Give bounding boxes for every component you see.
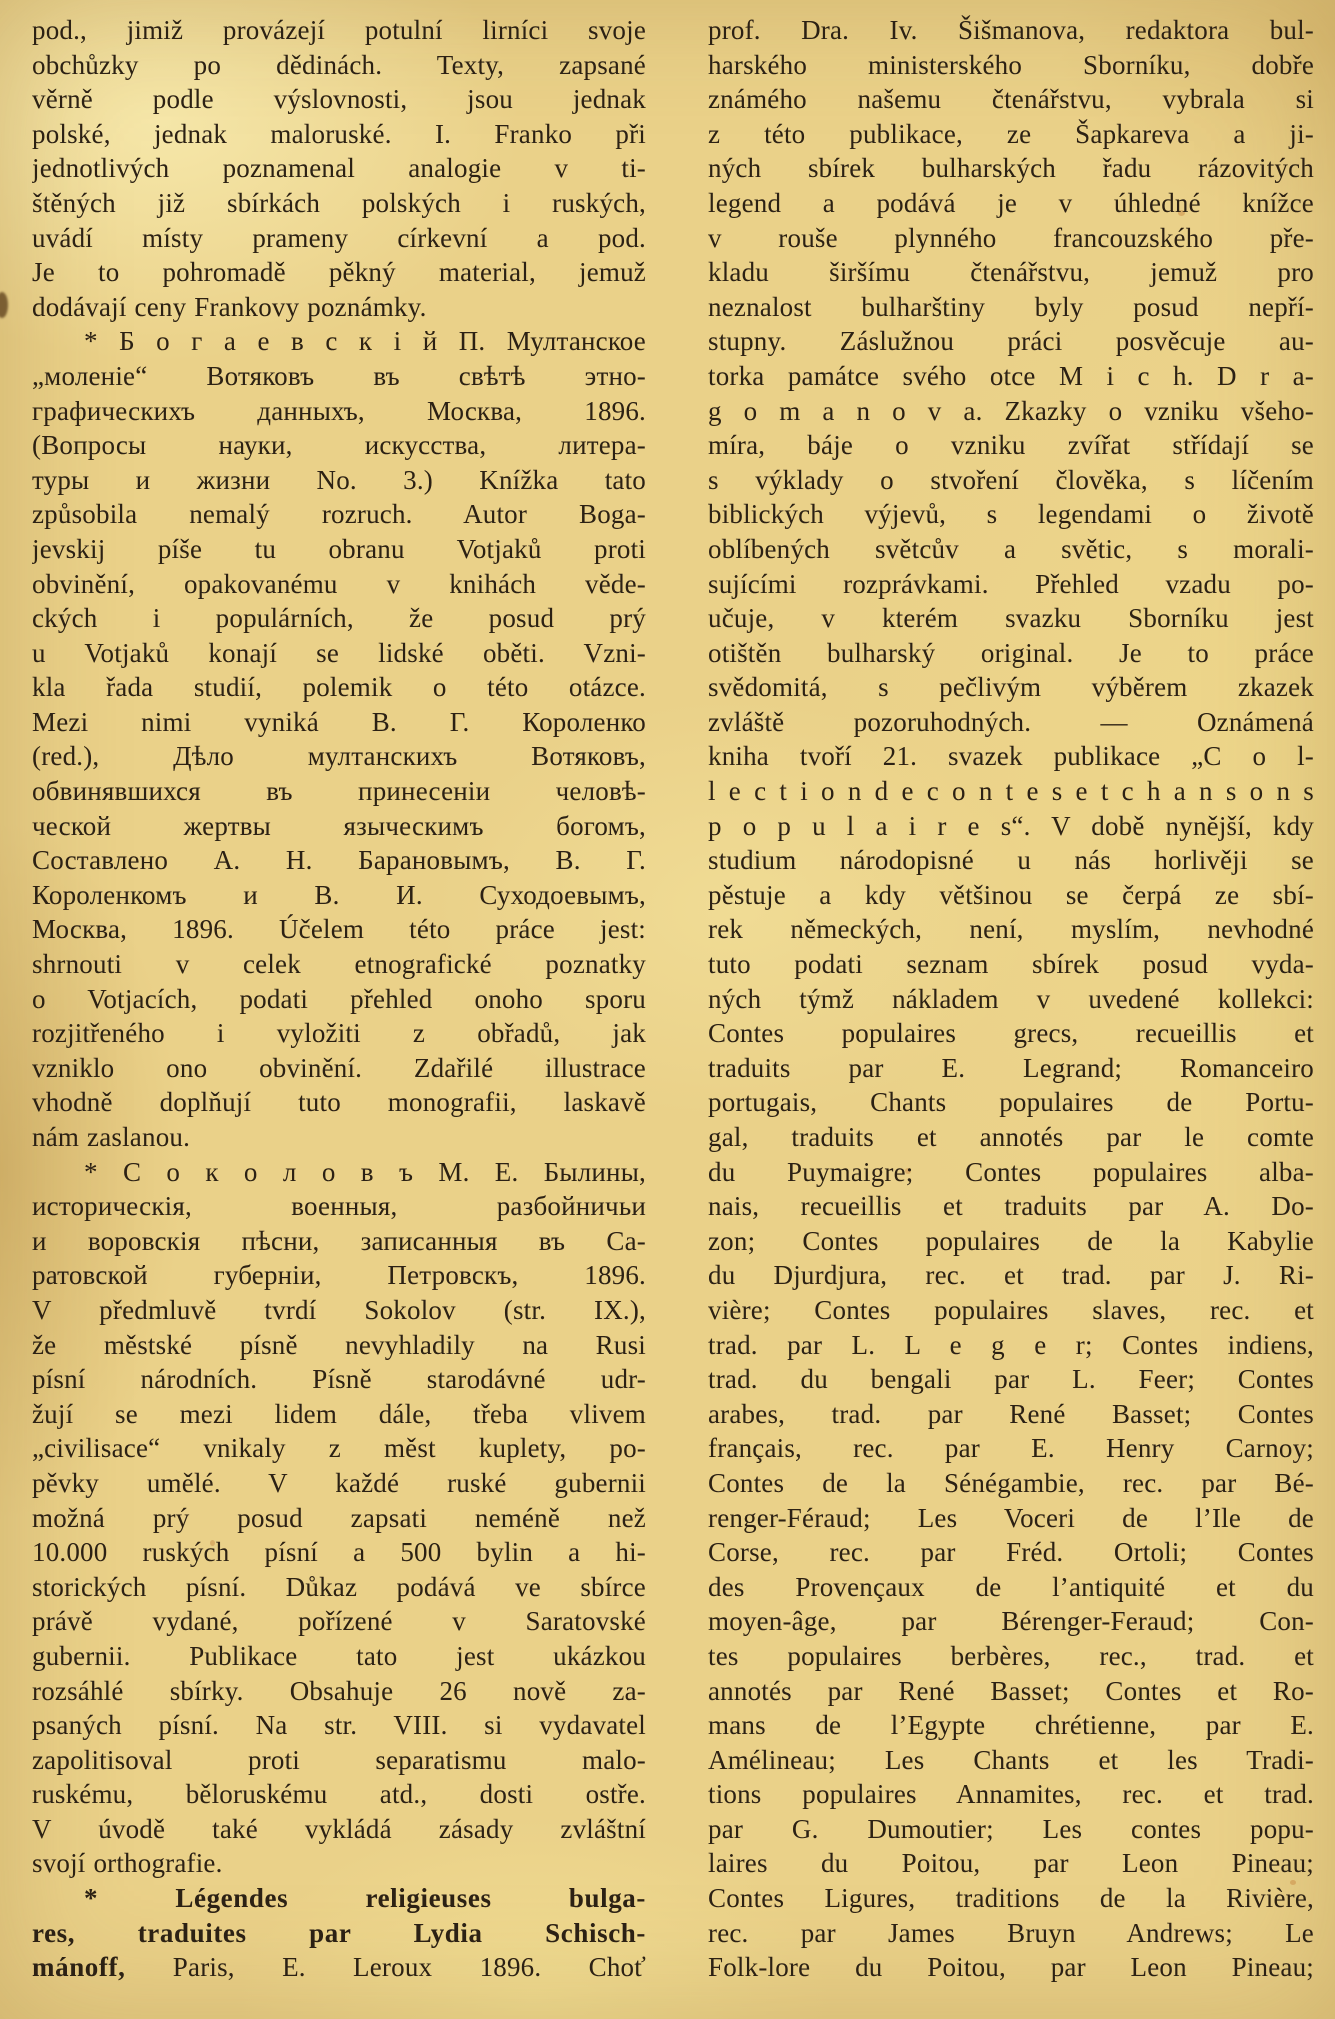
- text-line: [32, 774, 646, 809]
- text-line: [32, 1812, 646, 1847]
- text-run: žují se mezi lidem dále, třeba vlivem: [32, 1398, 646, 1429]
- text-run: zvláště pozoruhodných. — Oznámená: [708, 706, 1314, 737]
- text-run: tuto podati seznam sbírek posud vyda-: [708, 949, 1314, 980]
- text-line: [32, 670, 646, 705]
- text-line: [32, 1224, 646, 1259]
- text-line: [32, 48, 646, 83]
- text-run: tions populaires Annamites, rec. et trad.: [708, 1779, 1314, 1810]
- text-run: trad. par L. L e g e r; Contes indiens,: [708, 1329, 1314, 1360]
- text-run: „моленіе“ Вотяковъ въ свѣтѣ этно-: [32, 360, 646, 391]
- text-run: shrnouti v celek etnografické poznatky: [32, 949, 646, 980]
- bold-text-run: * Légendes religieuses bulga-: [84, 1883, 646, 1914]
- text-line: [32, 1016, 646, 1051]
- text-line: [32, 636, 646, 671]
- text-line: [708, 912, 1314, 947]
- text-run: kla řada studií, polemik o této otázce.: [32, 672, 646, 703]
- text-line: [32, 809, 646, 844]
- text-line: [32, 1708, 646, 1743]
- text-line: [32, 1846, 646, 1881]
- text-run: že městské písně nevyhladily na Rusi: [32, 1329, 646, 1360]
- text-run: kladu širšímu čtenářstvu, jemuž pro: [708, 257, 1314, 288]
- text-line: [32, 117, 646, 152]
- text-run: Mezi nimi vyniká В. Г. Короленко: [32, 706, 646, 737]
- text-run: rozjitřeného i vyložiti z obřadů, jak: [32, 1018, 646, 1049]
- text-run: ческой жертвы языческимъ богомъ,: [32, 810, 646, 841]
- text-run: sujícími rozprávkami. Přehled vzadu po-: [708, 568, 1314, 599]
- text-run: jednotlivých poznamenal analogie v ti-: [32, 153, 646, 184]
- text-run: (red.), Дѣло мултанскихъ Вотяковъ,: [32, 741, 646, 772]
- text-run: Короленкомъ и В. И. Суходоевымъ,: [32, 879, 646, 910]
- text-line: [708, 532, 1314, 567]
- text-run: Москва, 1896. Účelem této práce jest:: [32, 914, 646, 945]
- text-run: harského ministerského Sborníku, dobře: [708, 49, 1314, 80]
- text-run: Contes Ligures, traditions de la Rivière,: [708, 1883, 1314, 1914]
- text-line: [708, 1293, 1314, 1328]
- text-line: [708, 1328, 1314, 1363]
- text-run: du Puymaigre; Contes populaires alba-: [708, 1156, 1314, 1187]
- text-line: [708, 1431, 1314, 1466]
- text-line: [708, 1051, 1314, 1086]
- text-run: rek německých, není, myslím, nevhodné: [708, 914, 1314, 945]
- text-line: [708, 1570, 1314, 1605]
- text-line: [708, 1120, 1314, 1155]
- text-run: míra, báje o vzniku zvířat střídají se: [708, 430, 1314, 461]
- text-line: [708, 843, 1314, 878]
- text-run: pěstuje a kdy většinou se čerpá ze sbí-: [708, 879, 1314, 910]
- text-run: du Djurdjura, rec. et trad. par J. Ri-: [708, 1260, 1314, 1291]
- text-line: [32, 601, 646, 636]
- text-run: z této publikace, ze Šapkareva a ji-: [708, 118, 1314, 149]
- text-run: ných sbírek bulharských řadu rázovitých: [708, 153, 1314, 184]
- text-run: vhodně doplňují tuto monografii, laskavě: [32, 1087, 646, 1118]
- text-run: gubernii. Publikace tato jest ukázkou: [32, 1640, 646, 1671]
- text-run: и воровскія пѣсни, записанныя въ Са-: [32, 1225, 646, 1256]
- text-line: [708, 947, 1314, 982]
- text-run: des Provençaux de l’antiquité et du: [708, 1571, 1314, 1602]
- text-run: zapolitisoval proti separatismu malo-: [32, 1744, 646, 1775]
- text-line: [32, 359, 646, 394]
- text-line: [32, 290, 646, 325]
- text-run: možná prý posud zapsati neméně než: [32, 1502, 646, 1533]
- text-line: [708, 1466, 1314, 1501]
- text-line: [708, 13, 1314, 48]
- text-run: vzniklo ono obvinění. Zdařilé illustrace: [32, 1052, 646, 1083]
- text-run: Contes de la Sénégambie, rec. par Bé-: [708, 1467, 1314, 1498]
- text-run: trad. du bengali par L. Feer; Contes: [708, 1364, 1314, 1395]
- left-column: [32, 13, 646, 1985]
- text-run: Folk-lore du Poitou, par Leon Pineau;: [708, 1952, 1314, 1983]
- text-line: [32, 151, 646, 186]
- text-run: traduits par E. Legrand; Romanceiro: [708, 1052, 1314, 1083]
- text-run: историческія, военныя, разбойничьи: [32, 1191, 646, 1222]
- text-line: [32, 463, 646, 498]
- text-line: [32, 1570, 646, 1605]
- text-line: [32, 532, 646, 567]
- text-run: obvinění, opakovanému v knihách věde-: [32, 568, 646, 599]
- text-line: [708, 670, 1314, 705]
- text-line: [708, 1846, 1314, 1881]
- text-run: ckých i populárních, že posud prý: [32, 603, 646, 634]
- text-run: věrně podle výslovnosti, jsou jednak: [32, 84, 646, 115]
- text-line: [32, 1085, 646, 1120]
- text-line: [32, 428, 646, 463]
- text-run: u Votjaků konají se lidské oběti. Vzni-: [32, 637, 646, 668]
- text-line: [32, 1397, 646, 1432]
- text-run: * Б о г а е в с к і й П. Мултанское: [84, 326, 646, 357]
- text-run: (Вопросы науки, искусства, литера-: [32, 430, 646, 461]
- text-line: [708, 186, 1314, 221]
- text-line: [708, 1155, 1314, 1190]
- text-run: 10.000 ruských písní a 500 bylin a hi-: [32, 1537, 646, 1568]
- text-run: stupny. Záslužnou práci posvěcuje au-: [708, 326, 1314, 357]
- text-run: o Votjacích, podati přehled onoho sporu: [32, 983, 646, 1014]
- text-line: [708, 1085, 1314, 1120]
- text-line: [32, 394, 646, 429]
- text-line: [32, 1362, 646, 1397]
- text-run: français, rec. par E. Henry Carnoy;: [708, 1433, 1314, 1464]
- text-run: Paris, E. Leroux 1896. Choť: [125, 1952, 646, 1983]
- text-line: [708, 1258, 1314, 1293]
- text-run: * С о к о л о в ъ М. Е. Былины,: [84, 1156, 646, 1187]
- text-run: rozsáhlé sbírky. Obsahuje 26 nově za-: [32, 1675, 646, 1706]
- text-run: známého našemu čtenářstvu, vybrala si: [708, 84, 1314, 115]
- text-run: g o m a n o v a. Zkazky o vzniku všeho-: [708, 395, 1314, 426]
- text-run: oblíbených světcův a světic, s morali-: [708, 533, 1314, 564]
- text-line: [708, 1812, 1314, 1847]
- text-line: [708, 1639, 1314, 1674]
- text-run: Составлено А. Н. Барановымъ, В. Г.: [32, 845, 646, 876]
- text-run: v rouše plynného francouzského pře-: [708, 222, 1314, 253]
- text-line: [32, 982, 646, 1017]
- text-line: [32, 186, 646, 221]
- text-line: [708, 1743, 1314, 1778]
- text-run: portugais, Chants populaires de Portu-: [708, 1087, 1314, 1118]
- paper-edge-stain: [0, 292, 8, 318]
- text-line: [708, 428, 1314, 463]
- text-run: způsobila nemalý rozruch. Autor Boga-: [32, 499, 646, 530]
- text-run: Je to pohromadě pěkný material, jemuž: [32, 257, 646, 288]
- text-run: nais, recueillis et traduits par A. Do-: [708, 1191, 1314, 1222]
- text-line: [708, 497, 1314, 532]
- text-run: par G. Dumoutier; Les contes popu-: [708, 1813, 1314, 1844]
- text-line: [32, 1777, 646, 1812]
- text-line: [708, 1535, 1314, 1570]
- text-run: pod., jimiž provázejí potulní lirníci svoje: [32, 15, 646, 45]
- text-run: jevskij píše tu obranu Votjaků proti: [32, 533, 646, 564]
- text-run: tes populaires berbères, rec., trad. et: [708, 1640, 1314, 1671]
- text-run: právě vydané, pořízené v Saratovské: [32, 1606, 646, 1637]
- bold-text-run: res, traduites par Lydia Schisch-: [32, 1917, 646, 1948]
- text-line: [708, 1916, 1314, 1951]
- text-line: [708, 1881, 1314, 1916]
- text-line: [32, 13, 646, 48]
- text-run: studium národopisné u nás horlivěji se: [708, 845, 1314, 876]
- text-run: štěných již sbírkách polských i ruských,: [32, 187, 646, 218]
- text-line: [708, 1397, 1314, 1432]
- text-line: [708, 878, 1314, 913]
- text-run: neznalost bulharštiny byly posud nepří-: [708, 291, 1314, 322]
- text-run: polské, jednak maloruské. I. Franko při: [32, 118, 646, 149]
- text-run: V předmluvě tvrdí Sokolov (str. IX.),: [32, 1294, 646, 1325]
- text-line: [32, 1604, 646, 1639]
- text-run: mans de l’Egypte chrétienne, par E.: [708, 1710, 1314, 1741]
- bold-text-run: mánoff,: [32, 1952, 126, 1983]
- text-run: p o p u l a i r e s“. V době nynější, kdy: [708, 810, 1314, 841]
- text-line: [708, 774, 1314, 809]
- text-line: [708, 394, 1314, 429]
- text-line: [708, 1501, 1314, 1536]
- text-run: moyen-âge, par Bérenger-Feraud; Con-: [708, 1606, 1314, 1637]
- text-run: vière; Contes populaires slaves, rec. et: [708, 1294, 1314, 1325]
- text-line: [32, 1155, 646, 1190]
- text-run: laires du Poitou, par Leon Pineau;: [708, 1848, 1314, 1879]
- text-line: [708, 463, 1314, 498]
- text-line: [32, 843, 646, 878]
- text-line: [32, 82, 646, 117]
- text-run: legend a podává je v úhledné knížce: [708, 187, 1314, 218]
- text-line: [32, 1916, 646, 1951]
- text-line: [32, 1950, 646, 1985]
- text-line: [708, 739, 1314, 774]
- text-run: s výklady o stvoření člověka, s líčením: [708, 464, 1314, 495]
- text-run: učuje, v kterém svazku Sborníku jest: [708, 603, 1314, 634]
- text-run: zon; Contes populaires de la Kabylie: [708, 1225, 1314, 1256]
- text-line: [32, 1881, 646, 1916]
- text-run: renger-Féraud; Les Voceri de l’Ile de: [708, 1502, 1314, 1533]
- text-line: [32, 1639, 646, 1674]
- text-run: annotés par René Basset; Contes et Ro-: [708, 1675, 1314, 1706]
- text-line: [708, 567, 1314, 602]
- text-line: [708, 324, 1314, 359]
- text-line: [32, 497, 646, 532]
- text-run: графическихъ данныхъ, Москва, 1896.: [32, 395, 646, 426]
- text-line: [708, 290, 1314, 325]
- text-run: Corse, rec. par Fréd. Ortoli; Contes: [708, 1537, 1314, 1568]
- text-line: [708, 1777, 1314, 1812]
- text-run: ných týmž nákladem v uvedené kollekci:: [708, 983, 1314, 1014]
- text-line: [32, 221, 646, 256]
- text-line: [708, 601, 1314, 636]
- text-run: obchůzky po dědinách. Texty, zapsané: [32, 49, 646, 80]
- right-column: [708, 13, 1314, 1985]
- text-line: [708, 1362, 1314, 1397]
- text-line: [32, 878, 646, 913]
- text-line: [708, 1189, 1314, 1224]
- text-run: kniha tvoří 21. svazek publikace „C o l-: [708, 741, 1314, 772]
- text-line: [708, 255, 1314, 290]
- text-run: pěvky umělé. V každé ruské gubernii: [32, 1467, 646, 1498]
- text-run: туры и жизни No. 3.) Knížka tato: [32, 464, 646, 495]
- text-run: l e c t i o n d e c o n t e s e t c h a n s o n s: [708, 776, 1314, 807]
- text-run: dodávají ceny Frankovy poznámky.: [32, 291, 427, 322]
- text-line: [708, 1674, 1314, 1709]
- text-run: gal, traduits et annotés par le comte: [708, 1122, 1314, 1152]
- text-run: otištěn bulharský original. Je to práce: [708, 637, 1314, 668]
- text-line: [708, 636, 1314, 671]
- text-run: „civilisace“ vnikaly z měst kuplety, po-: [32, 1433, 646, 1464]
- text-run: nám zaslanou.: [32, 1122, 191, 1152]
- text-run: uvádí místy prameny církevní a pod.: [32, 222, 646, 253]
- text-line: [708, 1016, 1314, 1051]
- text-run: torka památce svého otce M i c h. D r a-: [708, 360, 1314, 391]
- text-run: ратовской губерніи, Петровскъ, 1896.: [32, 1260, 646, 1291]
- text-run: ruskému, běloruskému atd., dosti ostře.: [32, 1779, 646, 1810]
- text-line: [32, 1258, 646, 1293]
- text-line: [32, 324, 646, 359]
- text-line: [708, 1604, 1314, 1639]
- text-run: písní národních. Písně starodávné udr-: [32, 1364, 646, 1395]
- text-run: psaných písní. Na str. VIII. si vydavatel: [32, 1710, 646, 1741]
- text-run: обвинявшихся въ принесеніи человѣ-: [32, 776, 646, 807]
- text-line: [32, 1431, 646, 1466]
- text-line: [708, 117, 1314, 152]
- text-line: [32, 1466, 646, 1501]
- text-run: svědomitá, s pečlivým výběrem zkazek: [708, 672, 1314, 703]
- text-run: arabes, trad. par René Basset; Contes: [708, 1398, 1314, 1429]
- text-line: [32, 567, 646, 602]
- text-line: [32, 947, 646, 982]
- text-line: [708, 359, 1314, 394]
- text-run: storických písní. Důkaz podává ve sbírce: [32, 1571, 646, 1602]
- text-line: [32, 1189, 646, 1224]
- text-line: [32, 1328, 646, 1363]
- text-run: prof. Dra. Iv. Šišmanova, redaktora bul-: [708, 15, 1314, 45]
- text-run: rec. par James Bruyn Andrews; Le: [708, 1917, 1314, 1948]
- text-line: [32, 912, 646, 947]
- text-line: [708, 48, 1314, 83]
- text-line: [32, 1674, 646, 1709]
- text-line: [708, 982, 1314, 1017]
- text-line: [708, 809, 1314, 844]
- text-line: [32, 1120, 646, 1155]
- text-line: [708, 705, 1314, 740]
- text-line: [708, 1708, 1314, 1743]
- text-line: [32, 705, 646, 740]
- text-line: [708, 1224, 1314, 1259]
- text-line: [32, 255, 646, 290]
- text-run: svojí orthografie.: [32, 1848, 223, 1879]
- text-line: [32, 1293, 646, 1328]
- text-line: [708, 82, 1314, 117]
- text-line: [708, 151, 1314, 186]
- text-run: Amélineau; Les Chants et les Tradi-: [708, 1744, 1314, 1775]
- text-line: [708, 221, 1314, 256]
- text-run: Contes populaires grecs, recueillis et: [708, 1018, 1314, 1049]
- text-line: [32, 1051, 646, 1086]
- text-line: [708, 1950, 1314, 1985]
- text-line: [32, 1501, 646, 1536]
- text-line: [32, 1535, 646, 1570]
- text-run: biblických výjevů, s legendami o životě: [708, 499, 1314, 530]
- text-run: V úvodě také vykládá zásady zvláštní: [32, 1813, 646, 1844]
- text-line: [32, 1743, 646, 1778]
- text-line: [32, 739, 646, 774]
